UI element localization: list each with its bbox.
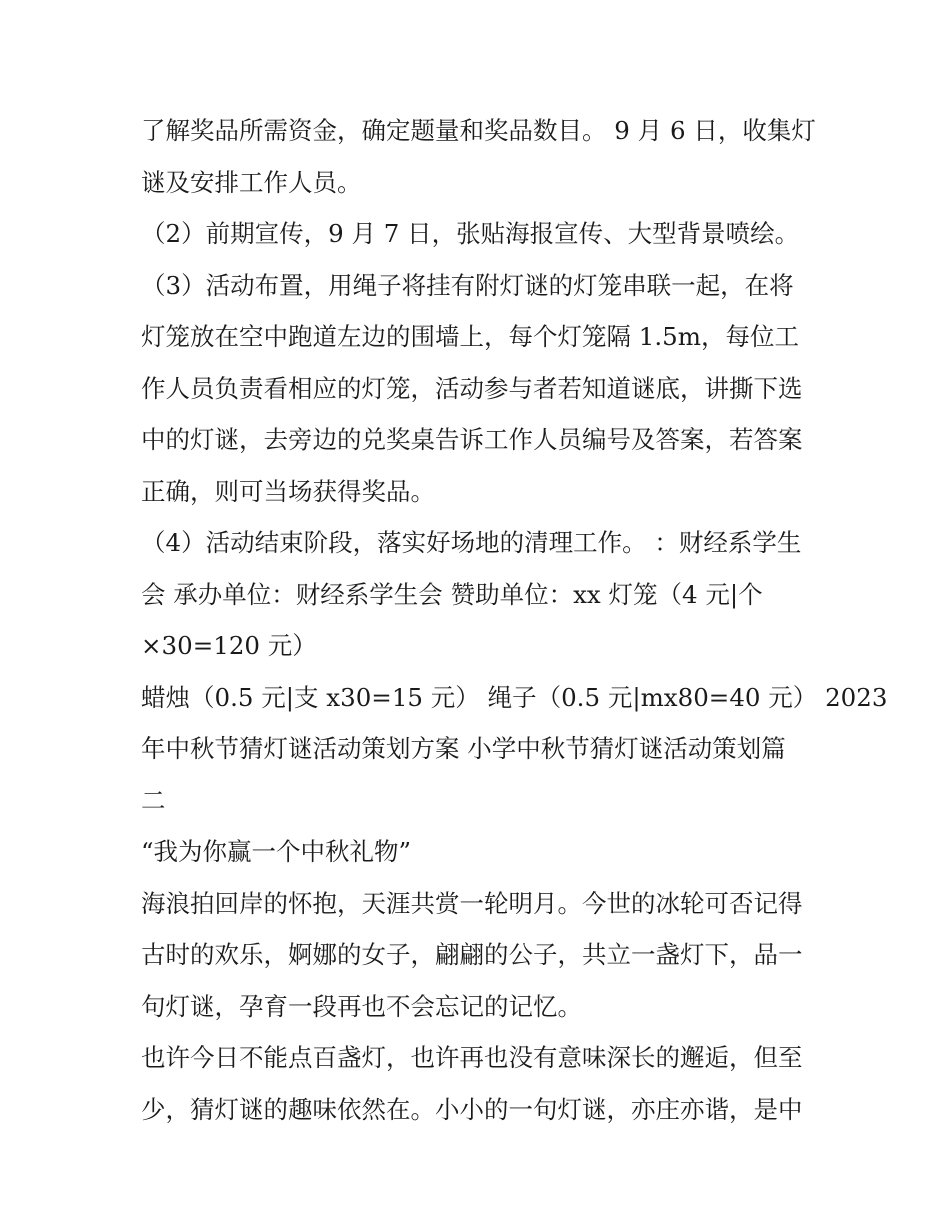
text-line: 了解奖品所需资金，确定题量和奖品数目。 9 月 6 日，收集灯 — [141, 116, 816, 145]
text-line: （2）前期宣传，9 月 7 日，张贴海报宣传、大型背景喷绘。 — [141, 219, 800, 248]
text-line: （4）活动结束阶段，落实好场地的清理工作。 ：财经系学生 — [141, 528, 802, 557]
text-line: 海浪拍回岸的怀抱，天涯共赏一轮明月。今世的冰轮可否记得 — [141, 888, 803, 918]
text-line: 谜及安排工作人员。 — [141, 167, 362, 197]
text-line: 古时的欢乐，婀娜的女子，翩翩的公子，共立一盏灯下，品一 — [141, 940, 803, 969]
text-line: 也许今日不能点百盏灯，也许再也没有意味深长的邂逅，但至 — [141, 1043, 803, 1072]
text-line: 蜡烛（0.5 元|支 x30=15 元） 绳子（0.5 元|mx80=40 元） 2023 — [141, 682, 888, 712]
text-line: 二 — [141, 785, 166, 815]
text-line: 灯笼放在空中跑道左边的围墙上，每个灯笼隔 1.5m，每位工 — [141, 322, 799, 351]
text-line: 中的灯谜，去旁边的兑奖桌告诉工作人员编号及答案，若答案 — [141, 425, 803, 454]
text-line: “我为你赢一个中秋礼物” — [141, 837, 412, 866]
text-line: 作人员负责看相应的灯笼，活动参与者若知道谜底，讲撕下选 — [141, 373, 803, 403]
text-line: 年中秋节猜灯谜活动策划方案 小学中秋节猜灯谜活动策划篇 — [141, 734, 786, 763]
document-body — [141, 105, 888, 1135]
text-line: ×30=120 元） — [141, 631, 317, 660]
text-line: 句灯谜，孕育一段再也不会忘记的记忆。 — [141, 991, 582, 1021]
text-line: 少，猜灯谜的趣味依然在。小小的一句灯谜，亦庄亦谐，是中 — [141, 1094, 803, 1124]
text-line: （3）活动布置，用绳子将挂有附灯谜的灯笼串联一起，在将 — [141, 270, 794, 300]
text-line: 正确，则可当场获得奖品。 — [141, 476, 435, 506]
text-line: 会 承办单位：财经系学生会 赞助单位：xx 灯笼（4 元|个 — [141, 579, 763, 609]
